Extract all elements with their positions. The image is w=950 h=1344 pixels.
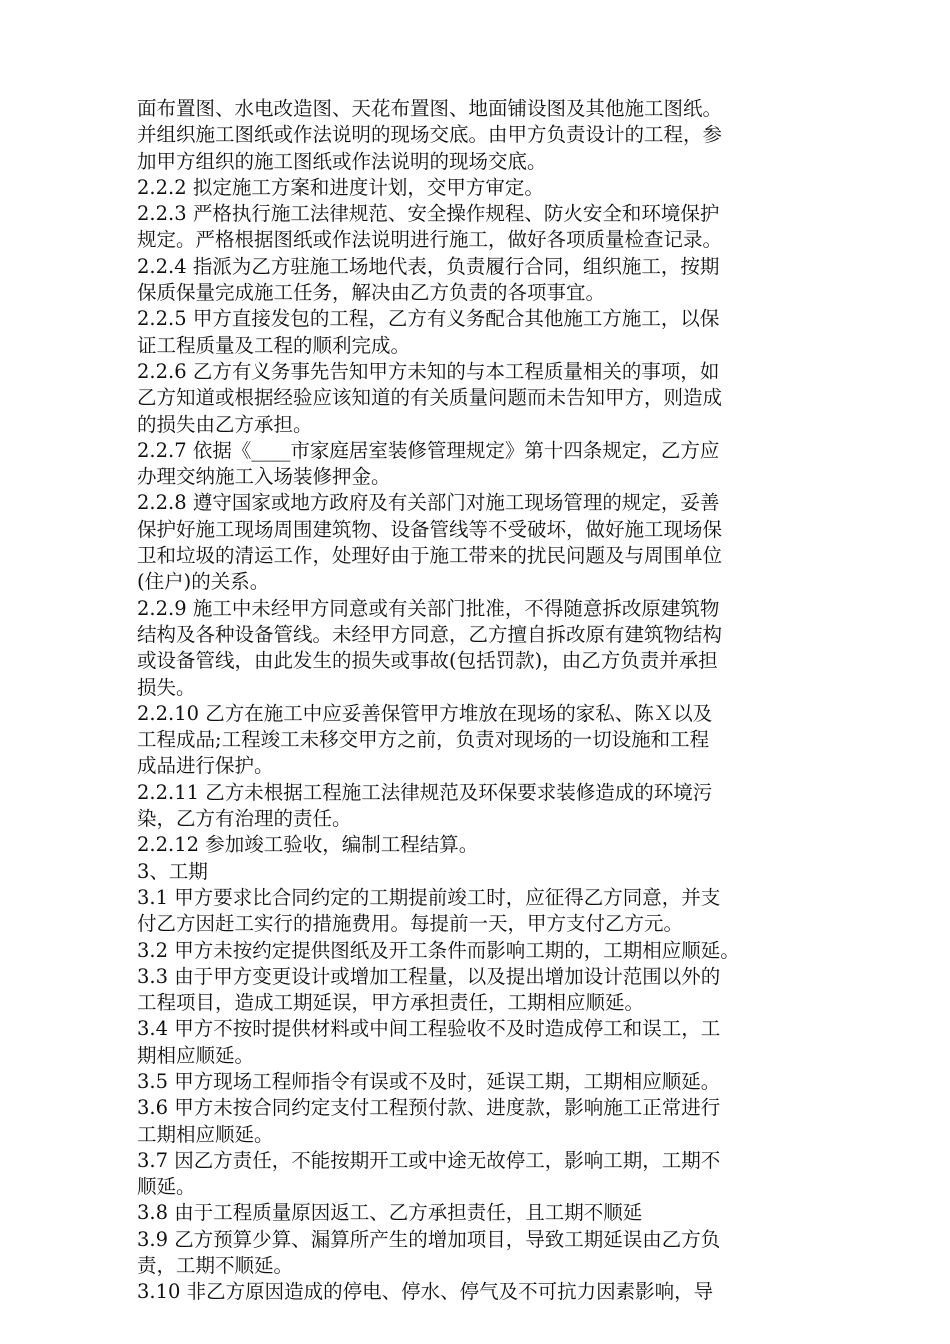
text-line: 2.2.2 拟定施工方案和进度计划，交甲方审定。 [137,175,544,199]
text-line: 2.2.6 乙方有义务事先告知甲方未知的与本工程质量相关的事项，如 [137,359,720,383]
text-line: 工期相应顺延。 [137,1122,274,1146]
text-line: 3.3 由于甲方变更设计或增加工程量，以及提出增加设计范围以外的 [137,964,721,988]
text-line: 付乙方因赶工实行的措施费用。每提前一天，甲方支付乙方元。 [137,912,684,936]
text-line: 3.2 甲方未按约定提供图纸及开工条件而影响工期的，工期相应顺延。 [137,938,740,962]
text-line: (住户)的关系。 [137,570,270,594]
text-line: 保护好施工现场周围建筑物、设备管线等不受破坏，做好施工现场保 [137,517,723,541]
text-line: 2.2.5 甲方直接发包的工程，乙方有义务配合其他施工方施工，以保 [137,307,720,331]
text-line: 3.4 甲方不按时提供材料或中间工程验收不及时造成停工和误工，工 [137,1017,721,1041]
text-line: 2.2.9 施工中未经甲方同意或有关部门批准，不得随意拆改原建筑物 [137,596,720,620]
text-line: 保质保量完成施工任务，解决由乙方负责的各项事宜。 [137,281,606,305]
text-line: 的损失由乙方承担。 [137,412,313,436]
text-line: 2.2.10 乙方在施工中应妥善保管甲方堆放在现场的家私、陈Ｘ以及 [137,701,713,725]
text-line: 或设备管线，由此发生的损失或事故(包括罚款)，由乙方负责并承担 [137,649,718,673]
text-line: 乙方知道或根据经验应该知道的有关质量问题而未告知甲方，则造成 [137,386,723,410]
text-line: 2.2.4 指派为乙方驻施工场地代表，负责履行合同，组织施工，按期 [137,254,720,278]
document-page [137,96,817,1306]
text-line: 2.2.8 遵守国家或地方政府及有关部门对施工现场管理的规定，妥善 [137,491,720,515]
text-line: 责，工期不顺延。 [137,1254,294,1278]
text-line: 3.7 因乙方责任，不能按期开工或中途无故停工，影响工期，工期不 [137,1148,721,1172]
text-line: 3.5 甲方现场工程师指令有误或不及时，延误工期，工期相应顺延。 [137,1069,721,1093]
text-line: 3.1 甲方要求比合同约定的工期提前竣工时，应征得乙方同意，并支 [137,885,721,909]
text-line: 损失。 [137,675,196,699]
section-heading: 3、工期 [137,859,208,883]
text-line: 结构及各种设备管线。未经甲方同意，乙方擅自拆改原有建筑物结构 [137,622,723,646]
text-line: 2.2.11 乙方未根据工程施工法律规范及环保要求装修造成的环境污 [137,780,713,804]
text-line: 3.6 甲方未按合同约定支付工程预付款、进度款，影响施工正常进行 [137,1096,721,1120]
text-line: 加甲方组织的施工图纸或作法说明的现场交底。 [137,149,547,173]
text-line: 2.2.7 依据《____市家庭居室装修管理规定》第十四条规定，乙方应 [137,438,720,462]
text-line: 工程项目，造成工期延误，甲方承担责任，工期相应顺延。 [137,991,645,1015]
text-line: 面布置图、水电改造图、天花布置图、地面铺设图及其他施工图纸。 [137,97,723,120]
text-line: 并组织施工图纸或作法说明的现场交底。由甲方负责设计的工程，参 [137,123,723,147]
text-line: 办理交纳施工入场装修押金。 [137,465,391,489]
text-line: 证工程质量及工程的顺利完成。 [137,333,411,357]
text-line: 3.10 非乙方原因造成的停电、停水、停气及不可抗力因素影响，导 [137,1280,714,1304]
text-line: 规定。严格根据图纸或作法说明进行施工，做好各项质量检查记录。 [137,228,723,252]
text-line: 成品进行保护。 [137,754,274,778]
text-line: 3.8 由于工程质量原因返工、乙方承担责任，且工期不顺延 [137,1201,643,1225]
text-line: 期相应顺延。 [137,1043,255,1067]
text-line: 工程成品;工程竣工未移交甲方之前，负责对现场的一切设施和工程 [137,728,710,752]
text-line: 染，乙方有治理的责任。 [137,807,352,831]
text-line: 2.2.12 参加竣工验收，编制工程结算。 [137,833,479,857]
text-line: 2.2.3 严格执行施工法律规范、安全操作规程、防火安全和环境保护 [137,202,720,226]
text-line: 顺延。 [137,1175,196,1199]
text-line: 卫和垃圾的清运工作，处理好由于施工带来的扰民问题及与周围单位 [137,544,723,568]
text-line: 3.9 乙方预算少算、漏算所产生的增加项目，导致工期延误由乙方负 [137,1227,721,1251]
